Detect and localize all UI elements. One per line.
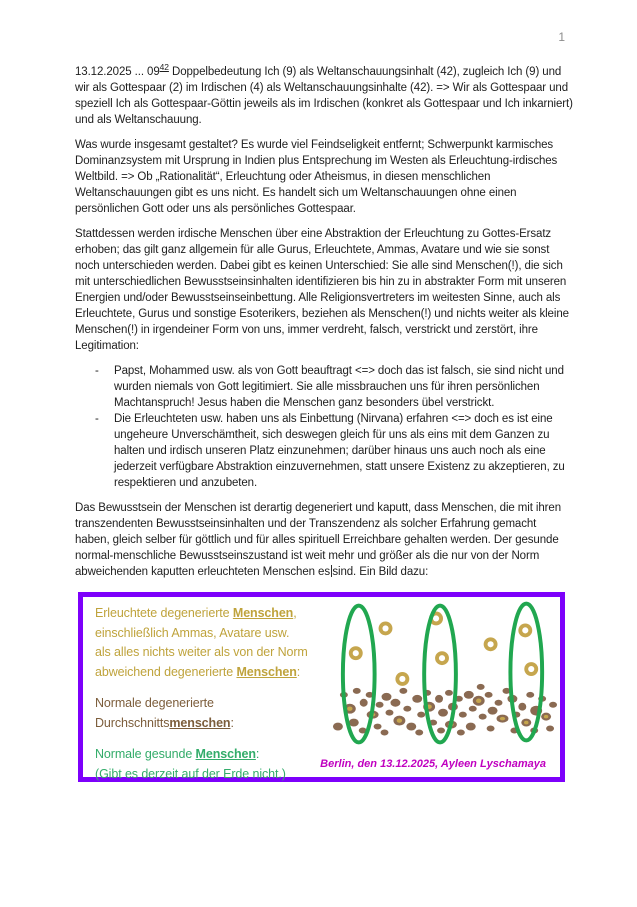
person-dot (526, 692, 534, 698)
person-dot-gold-center (347, 706, 352, 710)
person-dot (415, 730, 423, 736)
green-selection-ellipse (424, 606, 456, 743)
person-dot (438, 709, 448, 717)
gold-ring-hole (433, 615, 439, 621)
gold-ring-hole (439, 655, 445, 661)
person-dot (487, 726, 495, 732)
person-dot (485, 692, 493, 698)
person-dot (374, 724, 382, 730)
person-dot (495, 700, 503, 706)
bullet-item-papst (75, 363, 573, 411)
paragraph-bewusstsein: Das Bewusstsein der Menschen ist derartig degeneriert und kaputt, dass Menschen, die mit ihren transzendenten Bewusstseinsinhalten und der Transzendenz als solcher Erfahrung gemacht haben, gleich selber für göttlich und für alles spirituell Erreichbare gehalten werden. Der gesunde normal-menschliche Bewusstseinszustand ist weit mehr und größer als die nur von der Norm abweichenden kaputten erleuchteten Menschen es sind. Ein Bild dazu: (75, 502, 561, 578)
bullet-marker: - (95, 365, 99, 377)
bullet-text: Die Erleuchteten usw. haben uns als Einbettung (Nirvana) erfahren <=> doch es ist eine ungeheure Unverschämtheit, sich deswegen gleich für uns als eins mit dem Ganzen zu halten und irdisch unseren Platz einzunehmen; darüber hinaus uns auch noch als eine jederzeit verfügbare Abstraktion einzuvernehmen, statt unsere Existenz zu akzeptieren, zu respektieren und anzubeten. (114, 413, 565, 489)
person-dot (546, 726, 554, 732)
person-dot (457, 730, 465, 736)
caption-enlightened-degenerate: Erleuchtete degenerierte Menschen, einschließlich Ammas, Avatare usw. als alles nichts weiter als von der Norm abweichend degenerierte Menschen: (95, 606, 308, 679)
gold-ring-hole (528, 666, 534, 672)
person-dot (466, 723, 476, 731)
paragraph-stattdessen: Stattdessen werden irdische Menschen über eine Abstraktion der Erleuchtung zu Gottes-Ersatz erhoben; das gilt ganz allgemein für alle Gurus, Erleuchtete, Ammas, Avatare und wie sie sonst noch unterschieden werden. Dabei gibt es keinen Unterschied: Sie alle sind Menschen(!), die sich mit unterschiedlichen Bewusstseinsinhalten identifizieren bis hin zu in abstrakter Form mit unseren Energien und/oder Bewusstseinseinbettung. Alle Religionsvertreters im weitesten Sinne, auch als Erleuchtete, Gurus und sonstige Esoterikers, beziehen als Menschen(!) und nichts weiter als kleine Menschen(!) in irgendeiner Form von uns, immer verdreht, falsch, verstrickt und zerstört, ihre Legitimation: (75, 228, 569, 352)
person-dot (353, 688, 361, 694)
person-dot-gold-center (544, 715, 548, 719)
document-text-area[interactable] (75, 64, 573, 782)
person-dot (435, 695, 443, 703)
person-dot (477, 684, 485, 690)
person-dot (479, 714, 487, 720)
people-dots-illustration (330, 599, 558, 749)
figure-frame (78, 592, 565, 782)
person-dot (417, 712, 425, 718)
page-number: 1 (558, 30, 565, 44)
person-dot (549, 702, 557, 708)
person-dot (437, 728, 445, 734)
person-dot (390, 699, 400, 707)
person-dot (488, 707, 498, 715)
person-dot-gold-center (476, 699, 481, 703)
person-dot (412, 695, 422, 703)
person-dot (464, 691, 474, 699)
person-dot (381, 730, 389, 736)
person-dot-gold-center (524, 721, 528, 725)
bullet-marker: - (95, 413, 99, 425)
gold-ring-hole (382, 625, 388, 631)
person-dot-gold-center (397, 718, 402, 722)
person-dot (333, 723, 343, 731)
gold-ring-hole (399, 676, 405, 682)
person-dot (469, 706, 477, 712)
person-dot (349, 719, 359, 727)
caption-normal-degenerate: Normale degenerierte Durchschnittsmenschen: (95, 696, 234, 730)
person-dot (360, 699, 368, 707)
figure-signature: Berlin, den 13.12.2025, Ayleen Lyschamaya (320, 758, 546, 770)
person-dot (406, 723, 416, 731)
person-dot (459, 712, 467, 718)
figure-captions (95, 604, 345, 796)
bullet-item-erleuchtete (75, 411, 573, 491)
person-dot (386, 710, 394, 716)
gold-ring-hole (353, 650, 359, 656)
person-dot (399, 688, 407, 694)
paragraph-date-intro: 13.12.2025 ... $09^{42}$ Doppelbedeutung Ich (9) als Weltanschauungsinhalt (42), zugleich Ich (9) und wir als Gottespaar (2) im Irdischen (4) als Weltanschauungsinhalte (42). => Wir als Gottespaar und speziell Ich als Gottespaar-Göttin jeweils als im Irdischen (konkret als Gottespaar und Ich inkarniert) und als Weltanschauung. (75, 62, 573, 126)
green-selection-ellipse (343, 606, 375, 743)
gold-ring-hole (488, 641, 494, 647)
person-dot (403, 706, 411, 712)
person-dot (445, 690, 453, 696)
person-dot (518, 703, 526, 711)
person-dot (382, 693, 392, 701)
gold-ring-hole (522, 627, 528, 633)
person-dot (376, 702, 384, 708)
caption-normal-healthy: Normale gesunde Menschen: (Gibt es derzeit auf der Erde nicht.) (95, 747, 286, 781)
paragraph-was-wurde: Was wurde insgesamt gestaltet? Es wurde viel Feindseligkeit entfernt; Schwerpunkt karmisches Dominanzsystem mit Ursprung in Indien plus Entsprechung im Westen als Erleuchtung-irdisches Weltbild. => Ob „Rationalität“, Erleuchtung oder Atheismus, in diesen menschlichen Weltanschauungen gibt es uns nicht. Es handelt sich um Weltanschauungen ohne einen persönlichen Gott oder uns als persönliches Gottespaar. (75, 139, 558, 215)
bullet-list (75, 363, 573, 491)
bullet-text: Papst, Mohammed usw. als von Gott beauftragt <=> doch das ist falsch, sie sind nicht und wurden niemals von Gott legitimiert. Sie alle missbrauchen uns für ihren persönlichen Machtanspruch! Jesus haben die Menschen ganz besonders übel verstrickt. (114, 365, 564, 409)
person-dot-gold-center (500, 717, 505, 721)
